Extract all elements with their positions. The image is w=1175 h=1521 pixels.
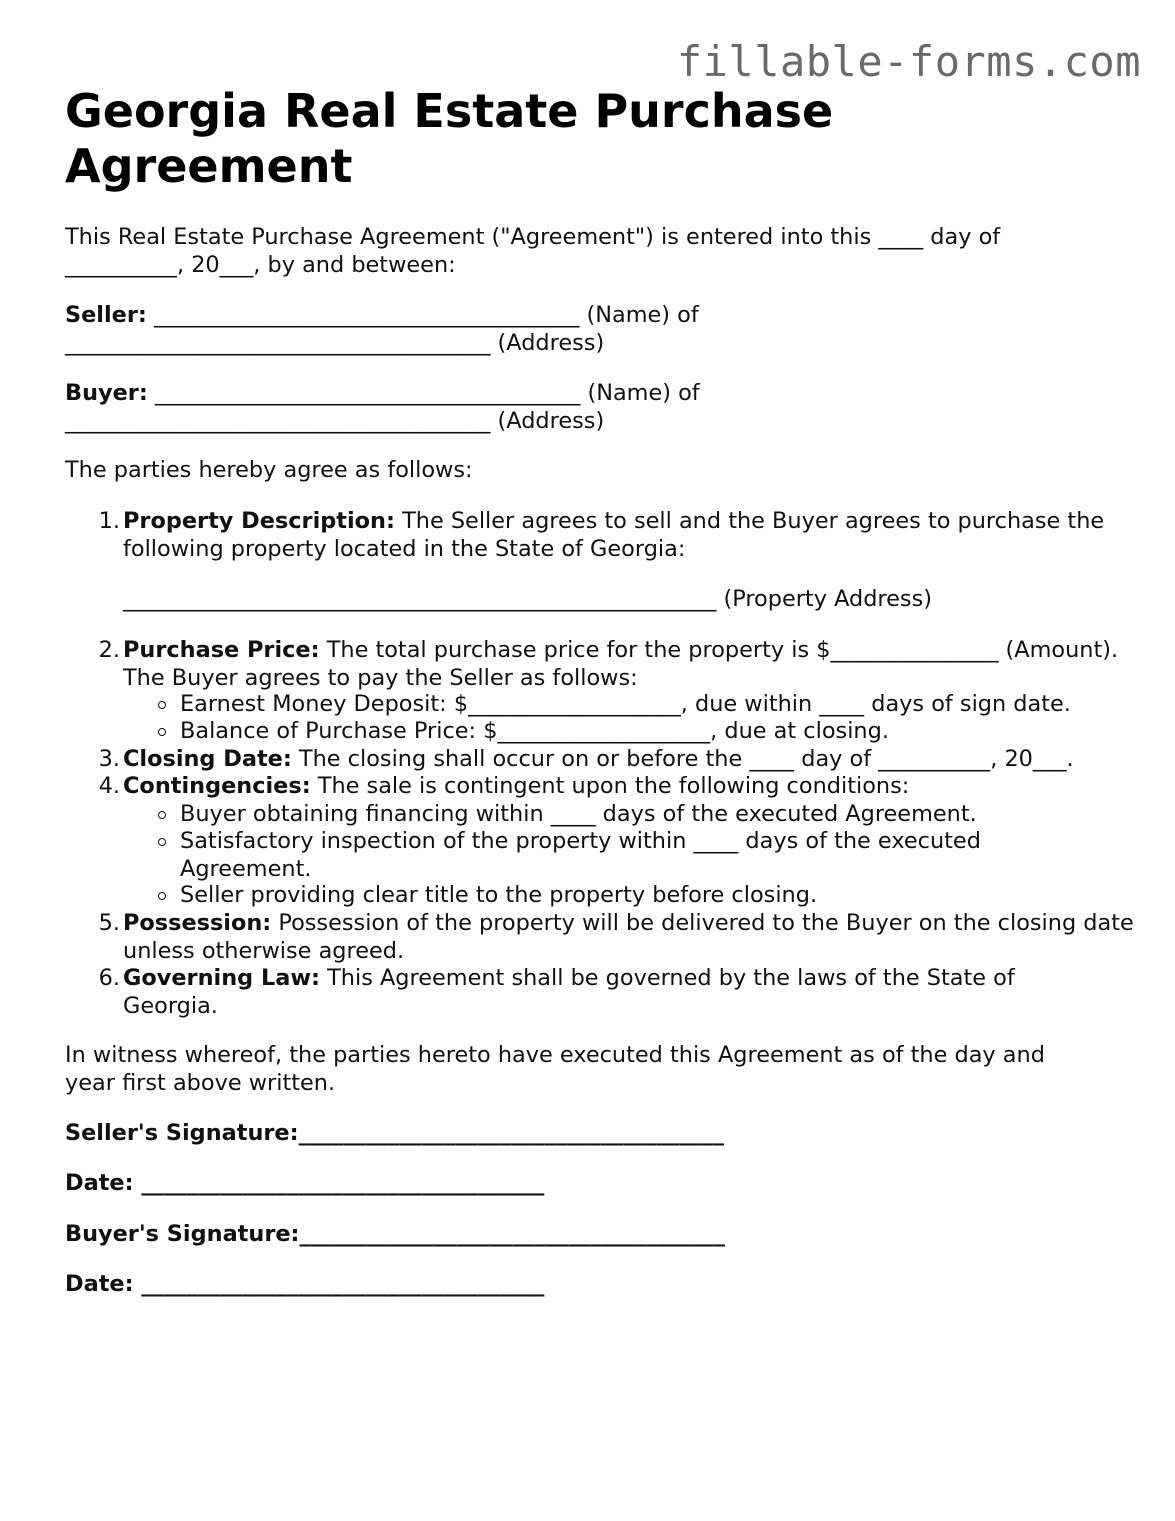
sub-item-text[interactable]: Balance of Purchase Price: $___________________, due at closing. [180, 718, 889, 744]
buyer-signature-row [65, 1221, 1135, 1249]
property-address-row [90, 586, 1135, 614]
buyer-label: Buyer: [65, 380, 148, 406]
item-body: The Seller agrees to sell and the Buyer agrees to purchase the following property located in the State of Georgia: [123, 508, 1105, 562]
date-line[interactable]: ____________________________________ [133, 1170, 545, 1196]
buyer-signature-label: Buyer's Signature: [65, 1221, 300, 1247]
buyer-name-line[interactable]: ______________________________________ (Name) of [147, 380, 700, 406]
item-number: 5. [98, 910, 120, 936]
item-text [123, 965, 1050, 1020]
page-title: Georgia Real Estate Purchase Agreement [65, 84, 834, 193]
item-heading: Closing Date: [123, 746, 292, 772]
sub-item-text[interactable]: Satisfactory inspection of the property within ____ days of the executed Agreement. [180, 828, 981, 882]
item-body: Possession of the property will be delivered to the Buyer on the closing date unless otherwise agreed. [123, 910, 1134, 964]
list-item-property-description [90, 508, 1135, 563]
sub-item-earnest-money [150, 691, 1135, 719]
parties-agree-text: The parties hereby agree as follows: [65, 457, 473, 483]
date-label: Date: [65, 1170, 134, 1196]
sub-item-balance [150, 718, 1135, 746]
seller-signature-line[interactable]: ______________________________________ [298, 1120, 724, 1146]
watermark: fillable-forms.com [676, 37, 1141, 86]
sub-item-financing [150, 801, 1135, 829]
seller-label: Seller: [65, 302, 147, 328]
buyer-block [65, 380, 1135, 435]
sub-item-inspection [150, 828, 1030, 883]
item-number: 1. [98, 508, 120, 534]
date-row-1 [65, 1170, 1135, 1198]
list-item-closing-date [90, 746, 1135, 774]
item-heading: Governing Law: [123, 965, 320, 991]
circle-bullet-icon [158, 892, 166, 900]
item-text [123, 508, 1135, 563]
seller-signature-row [65, 1120, 1135, 1148]
buyer-address-line[interactable]: ______________________________________ (Address) [65, 407, 605, 434]
intro-paragraph: This Real Estate Purchase Agreement ("Agreement") is entered into this ____ day of __________, 20___, by and between: [65, 224, 1001, 278]
item-heading: Possession: [123, 910, 272, 936]
item-heading: Property Description: [123, 508, 395, 534]
item-heading: Purchase Price: [123, 637, 320, 663]
item-text [123, 637, 1135, 692]
item-number: 2. [98, 637, 120, 663]
seller-block [65, 302, 1135, 357]
witness-paragraph: In witness whereof, the parties hereto have executed this Agreement as of the day and year first above written. [65, 1042, 1045, 1096]
item-text [123, 746, 1135, 774]
date-row-2 [65, 1271, 1135, 1299]
item-text [123, 910, 1135, 965]
list-item-governing-law [90, 965, 1050, 1020]
item-number: 4. [98, 773, 120, 799]
circle-bullet-icon [158, 728, 166, 736]
item-number: 6. [98, 965, 120, 991]
sub-item-text: Seller providing clear title to the property before closing. [180, 882, 818, 908]
list-item-possession [90, 910, 1135, 965]
circle-bullet-icon [158, 838, 166, 846]
sub-item-text[interactable]: Earnest Money Deposit: $___________________, due within ____ days of sign date. [180, 691, 1071, 717]
sub-item-text[interactable]: Buyer obtaining financing within ____ days of the executed Agreement. [180, 801, 977, 827]
seller-name-line[interactable]: ______________________________________ (Name) of [146, 302, 699, 328]
buyer-signature-line[interactable]: ______________________________________ [299, 1221, 725, 1247]
item-body: The sale is contingent upon the following conditions: [310, 773, 910, 799]
circle-bullet-icon [158, 701, 166, 709]
item-heading: Contingencies: [123, 773, 311, 799]
seller-signature-label: Seller's Signature: [65, 1120, 299, 1146]
date-line[interactable]: ____________________________________ [133, 1271, 545, 1297]
property-address-line[interactable]: _____________________________________________________ (Property Address) [123, 586, 932, 612]
item-body[interactable]: The closing shall occur on or before the ____ day of __________, 20___. [291, 746, 1074, 772]
item-body: The total purchase price for the property is $_______________ (Amount). The Buyer agrees to pay the Seller as follows: [123, 637, 1119, 691]
date-label: Date: [65, 1271, 134, 1297]
sub-item-clear-title [150, 882, 1135, 910]
item-body: This Agreement shall be governed by the laws of the State of Georgia. [123, 965, 1015, 1019]
list-item-contingencies [90, 773, 1135, 801]
item-text [123, 773, 1135, 801]
circle-bullet-icon [158, 811, 166, 819]
list-item-purchase-price [90, 637, 1135, 692]
seller-address-line[interactable]: ______________________________________ (Address) [65, 329, 605, 356]
item-number: 3. [98, 746, 120, 772]
